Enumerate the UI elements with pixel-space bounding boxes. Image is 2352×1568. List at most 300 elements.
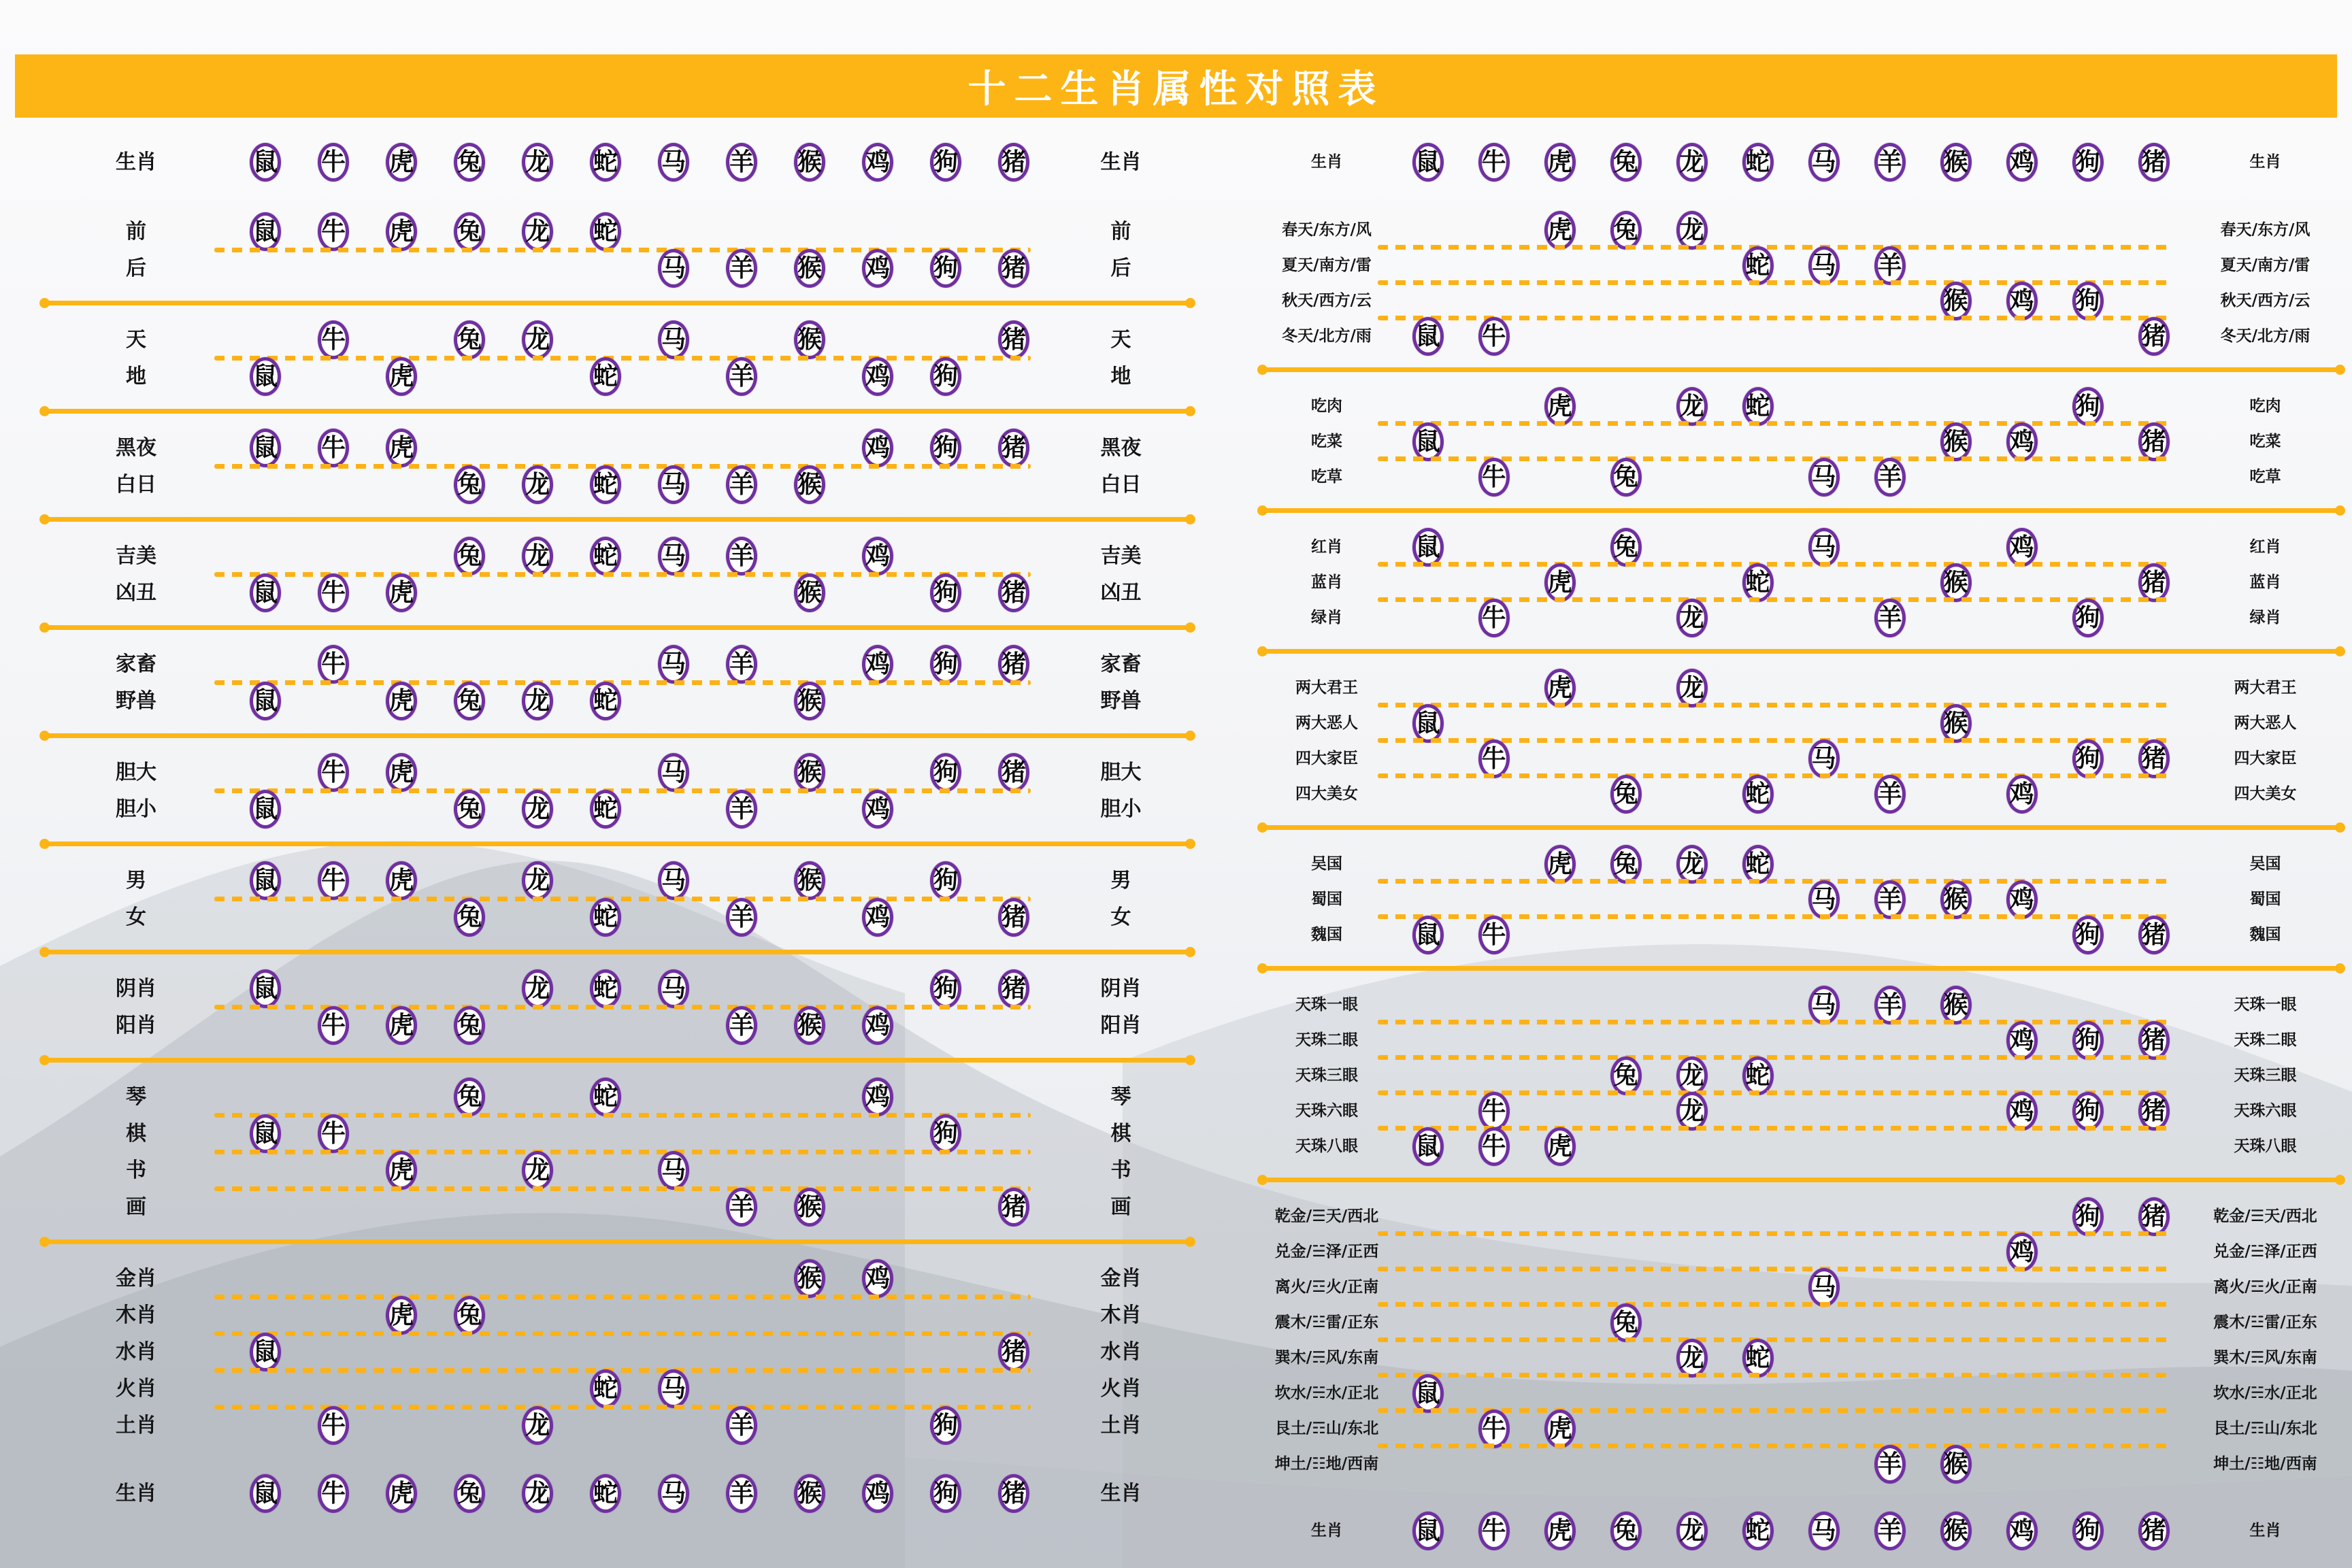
zodiac-icon-monkey: [794, 861, 825, 900]
row-group: [41, 969, 1194, 1043]
zodiac-glyph: 龙: [1679, 1516, 1704, 1545]
zodiac-icon-dragon: [1676, 143, 1708, 182]
zodiac-glyph: 鸡: [2009, 286, 2034, 315]
zodiac-glyph: 龙: [1679, 392, 1704, 420]
zodiac-glyph: 兔: [457, 1011, 482, 1039]
zodiac-row: [1259, 704, 2344, 739]
zodiac-glyph: 狗: [933, 433, 959, 462]
zodiac-icon-monkey: [794, 465, 825, 504]
zodiac-glyph: 蛇: [1745, 850, 1770, 878]
zodiac-cells: [231, 212, 1048, 251]
zodiac-glyph: 马: [661, 866, 686, 895]
row-label: 吃草: [2249, 468, 2281, 486]
zodiac-icon-horse: [658, 969, 689, 1008]
zodiac-icon-rooster: [862, 1259, 893, 1298]
zodiac-glyph: 鼠: [253, 578, 278, 607]
zodiac-glyph: 羊: [729, 650, 755, 678]
zodiac-glyph: 鼠: [253, 866, 278, 895]
zodiac-icon-snake: [1742, 845, 1774, 884]
zodiac-icon-goat: [1874, 880, 1906, 919]
row-label: 书: [1110, 1158, 1131, 1182]
zodiac-icon-goat: [726, 1006, 757, 1045]
row-group: [1259, 1197, 2344, 1480]
zodiac-glyph: 虎: [389, 148, 414, 176]
row-label: 土肖: [116, 1413, 156, 1437]
zodiac-icon-dog: [930, 753, 961, 792]
row-group: [41, 143, 1194, 180]
row-group: [1259, 669, 2344, 810]
group-divider: [41, 409, 1194, 414]
zodiac-glyph: 猴: [1943, 427, 1968, 456]
zodiac-glyph: 鼠: [1415, 709, 1440, 737]
zodiac-icon-monkey: [794, 753, 825, 792]
zodiac-row: [1259, 1092, 2344, 1127]
zodiac-glyph: 兔: [1613, 1308, 1638, 1337]
zodiac-glyph: 蛇: [593, 686, 618, 715]
zodiac-glyph: 蛇: [1745, 251, 1770, 280]
row-label: 坎水/☵水/正北: [2213, 1384, 2317, 1402]
zodiac-icon-goat: [1874, 599, 1906, 637]
zodiac-icon-pig: [998, 898, 1029, 937]
zodiac-cells: [1395, 528, 2187, 567]
zodiac-glyph: 龙: [525, 866, 550, 895]
zodiac-icon-tiger: [386, 861, 417, 900]
zodiac-icon-tiger: [386, 1151, 417, 1190]
zodiac-glyph: 马: [1811, 463, 1836, 491]
zodiac-icon-dragon: [1676, 387, 1708, 426]
zodiac-icon-rabbit: [454, 537, 485, 576]
zodiac-icon-rat: [1412, 704, 1444, 743]
row-label: 野兽: [116, 688, 156, 713]
zodiac-glyph: 鸡: [2009, 1097, 2034, 1125]
zodiac-glyph: 狗: [2075, 148, 2100, 176]
zodiac-icon-ox: [318, 1006, 349, 1045]
zodiac-glyph: 牛: [1481, 1516, 1506, 1545]
zodiac-cells: [1395, 563, 2187, 602]
zodiac-cells: [231, 429, 1048, 467]
row-label: 两大君王: [2234, 679, 2297, 697]
zodiac-icon-dragon: [522, 861, 553, 900]
zodiac-icon-rooster: [2006, 528, 2038, 567]
zodiac-icon-ox: [1478, 1409, 1510, 1448]
row-label: 冬天/北方/雨: [1282, 327, 1372, 345]
zodiac-glyph: 龙: [1679, 148, 1704, 176]
zodiac-glyph: 羊: [1877, 885, 1902, 914]
zodiac-glyph: 牛: [1481, 322, 1506, 350]
zodiac-icon-goat: [1874, 143, 1906, 182]
row-label: 巽木/☴风/东南: [2213, 1349, 2317, 1367]
zodiac-icon-monkey: [794, 682, 825, 720]
zodiac-glyph: 龙: [525, 1411, 550, 1439]
zodiac-glyph: 鼠: [253, 686, 278, 715]
group-divider: [41, 1058, 1194, 1063]
zodiac-glyph: 狗: [2075, 1026, 2100, 1054]
row-group: [1259, 143, 2344, 178]
zodiac-glyph: 牛: [321, 1411, 346, 1439]
zodiac-icon-rabbit: [454, 212, 485, 251]
zodiac-cells: [231, 1296, 1048, 1335]
zodiac-icon-ox: [318, 861, 349, 900]
zodiac-glyph: 猴: [797, 254, 823, 282]
zodiac-icon-monkey: [794, 1259, 825, 1298]
zodiac-glyph: 鼠: [253, 362, 278, 390]
row-group: [1259, 211, 2344, 352]
zodiac-icon-rabbit: [454, 1474, 485, 1513]
row-group: [1259, 387, 2344, 493]
zodiac-icon-horse: [658, 753, 689, 792]
zodiac-glyph: 牛: [321, 650, 346, 678]
zodiac-glyph: 马: [661, 541, 686, 570]
zodiac-glyph: 虎: [1547, 148, 1572, 176]
row-label: 阳肖: [1100, 1013, 1142, 1037]
row-label: 生肖: [1100, 150, 1142, 174]
zodiac-glyph: 马: [661, 650, 686, 678]
zodiac-icon-rabbit: [454, 143, 485, 182]
zodiac-icon-horse: [1808, 143, 1840, 182]
zodiac-icon-rooster: [2006, 1021, 2038, 1060]
zodiac-glyph: 鼠: [1415, 920, 1440, 949]
row-label: 女: [1110, 905, 1131, 929]
zodiac-icon-ox: [318, 1406, 349, 1445]
zodiac-icon-goat: [726, 357, 757, 396]
zodiac-glyph: 兔: [457, 470, 482, 499]
zodiac-cells: [231, 1333, 1048, 1371]
row-label: 四大家臣: [1295, 750, 1358, 767]
zodiac-icon-ox: [318, 212, 349, 251]
zodiac-glyph: 猪: [1001, 1192, 1027, 1221]
group-divider: [41, 841, 1194, 846]
zodiac-glyph: 羊: [1877, 1516, 1902, 1545]
row-label: 坤土/☷地/西南: [2213, 1455, 2317, 1473]
zodiac-row: [41, 1259, 1194, 1296]
zodiac-glyph: 牛: [1481, 1097, 1506, 1125]
zodiac-glyph: 猴: [1943, 990, 1968, 1019]
row-label: 震木/☳雷/正东: [1274, 1314, 1379, 1331]
group-divider: [1259, 649, 2344, 654]
row-label: 胆小: [116, 797, 156, 821]
zodiac-row: [1259, 458, 2344, 493]
zodiac-row: [1259, 1445, 2344, 1480]
zodiac-glyph: 虎: [389, 1479, 414, 1507]
row-label: 四大家臣: [2234, 750, 2297, 767]
zodiac-cells: [1395, 845, 2187, 884]
zodiac-glyph: 蛇: [593, 795, 618, 823]
zodiac-glyph: 牛: [1481, 463, 1506, 491]
row-group: [41, 429, 1194, 502]
zodiac-row: [1259, 246, 2344, 282]
zodiac-glyph: 虎: [389, 578, 414, 607]
zodiac-glyph: 羊: [729, 795, 755, 823]
zodiac-icon-horse: [658, 143, 689, 182]
row-group: [41, 212, 1194, 286]
zodiac-glyph: 狗: [2075, 286, 2100, 315]
row-label: 吴国: [1311, 855, 1342, 873]
zodiac-glyph: 兔: [457, 1301, 482, 1329]
zodiac-glyph: 兔: [1613, 780, 1638, 808]
zodiac-glyph: 马: [661, 148, 686, 176]
zodiac-row: [1259, 211, 2344, 246]
zodiac-icon-rat: [250, 573, 281, 612]
zodiac-icon-tiger: [1544, 211, 1576, 250]
zodiac-row: [41, 753, 1194, 790]
row-label: 阴肖: [116, 976, 156, 1001]
group-divider: [1259, 508, 2344, 513]
zodiac-icon-rooster: [862, 645, 893, 684]
zodiac-icon-ox: [318, 573, 349, 612]
zodiac-icon-rooster: [862, 249, 893, 288]
zodiac-row: [1259, 282, 2344, 317]
zodiac-glyph: 羊: [729, 1192, 755, 1221]
row-group: [41, 861, 1194, 935]
zodiac-row: [1259, 916, 2344, 951]
zodiac-cells: [1395, 704, 2187, 743]
zodiac-icon-ox: [1478, 599, 1510, 637]
zodiac-glyph: 羊: [729, 903, 755, 931]
row-label: 男: [1110, 868, 1131, 893]
zodiac-icon-dragon: [522, 1474, 553, 1513]
zodiac-icon-snake: [590, 1369, 621, 1408]
zodiac-icon-goat: [726, 1406, 757, 1445]
zodiac-row: [41, 320, 1194, 357]
zodiac-row: [1259, 986, 2344, 1021]
row-label: 棋: [126, 1121, 146, 1146]
zodiac-icon-rabbit: [1610, 211, 1642, 250]
zodiac-icon-rat: [250, 429, 281, 467]
page-title: 十二生肖属性对照表: [15, 54, 2337, 118]
zodiac-glyph: 牛: [321, 325, 346, 354]
zodiac-glyph: 兔: [457, 217, 482, 246]
zodiac-icon-snake: [1742, 1512, 1774, 1550]
zodiac-glyph: 兔: [1613, 1516, 1638, 1545]
row-label: 天珠八眼: [2234, 1137, 2297, 1155]
row-group: [41, 753, 1194, 827]
zodiac-cells: [231, 357, 1048, 396]
group-divider: [1259, 1178, 2344, 1182]
zodiac-glyph: 猪: [2141, 322, 2166, 350]
zodiac-glyph: 猴: [797, 470, 823, 499]
zodiac-glyph: 猴: [797, 148, 823, 176]
zodiac-glyph: 狗: [933, 362, 959, 390]
zodiac-icon-horse: [1808, 1512, 1840, 1550]
zodiac-icon-ox: [1478, 317, 1510, 356]
row-label: 吉美: [116, 544, 156, 568]
zodiac-cells: [231, 1078, 1048, 1116]
zodiac-glyph: 兔: [1613, 216, 1638, 244]
zodiac-glyph: 猴: [797, 686, 823, 715]
zodiac-glyph: 狗: [2075, 744, 2100, 773]
zodiac-glyph: 狗: [933, 866, 959, 895]
zodiac-cells: [1395, 1021, 2187, 1060]
row-label: 吃肉: [1311, 397, 1342, 415]
zodiac-icon-rabbit: [1610, 528, 1642, 567]
zodiac-icon-dog: [930, 1406, 961, 1445]
zodiac-cells: [1395, 211, 2187, 250]
zodiac-glyph: 鼠: [1415, 1379, 1440, 1407]
zodiac-cells: [231, 1114, 1048, 1153]
zodiac-glyph: 羊: [1877, 148, 1902, 176]
zodiac-glyph: 龙: [525, 217, 550, 246]
zodiac-icon-pig: [2138, 143, 2170, 182]
zodiac-icon-snake: [590, 143, 621, 182]
zodiac-glyph: 牛: [1481, 920, 1506, 949]
zodiac-icon-pig: [998, 1474, 1029, 1513]
zodiac-icon-horse: [1808, 880, 1840, 919]
zodiac-icon-rabbit: [1610, 1056, 1642, 1095]
zodiac-glyph: 虎: [1547, 1414, 1572, 1443]
group-divider: [41, 1239, 1194, 1244]
zodiac-icon-rooster: [862, 898, 893, 937]
row-label: 震木/☳雷/正东: [2213, 1314, 2317, 1331]
zodiac-icon-rat: [250, 682, 281, 720]
zodiac-glyph: 牛: [321, 1119, 346, 1148]
zodiac-icon-pig: [2138, 422, 2170, 461]
zodiac-icon-horse: [658, 1474, 689, 1513]
zodiac-glyph: 猪: [1001, 1479, 1027, 1507]
zodiac-icon-rat: [1412, 317, 1444, 356]
zodiac-glyph: 蛇: [593, 974, 618, 1003]
row-label: 生肖: [1100, 1481, 1142, 1505]
zodiac-glyph: 牛: [321, 217, 346, 246]
zodiac-glyph: 龙: [1679, 673, 1704, 702]
zodiac-cells: [231, 465, 1048, 504]
zodiac-glyph: 羊: [1877, 990, 1902, 1019]
row-label: 绿肖: [2249, 609, 2281, 627]
row-group: [41, 320, 1194, 394]
row-label: 春天/东方/风: [1282, 221, 1372, 239]
zodiac-icon-ox: [318, 645, 349, 684]
zodiac-glyph: 猴: [1943, 286, 1968, 315]
zodiac-glyph: 羊: [729, 1411, 755, 1439]
zodiac-icon-ox: [1478, 1512, 1510, 1550]
row-label: 凶丑: [1100, 580, 1142, 605]
zodiac-row: [1259, 1268, 2344, 1303]
zodiac-row: [41, 898, 1194, 935]
zodiac-row: [41, 1078, 1194, 1114]
zodiac-glyph: 鸡: [2009, 1026, 2034, 1054]
zodiac-icon-pig: [998, 573, 1029, 612]
zodiac-icon-snake: [1742, 143, 1774, 182]
zodiac-icon-goat: [726, 1188, 757, 1227]
zodiac-glyph: 羊: [1877, 603, 1902, 632]
row-group: [1259, 845, 2344, 951]
zodiac-icon-snake: [590, 1078, 621, 1116]
zodiac-icon-pig: [2138, 563, 2170, 602]
zodiac-icon-tiger: [386, 1006, 417, 1045]
zodiac-glyph: 牛: [321, 148, 346, 176]
row-label: 天珠一眼: [1295, 996, 1358, 1014]
zodiac-glyph: 兔: [457, 795, 482, 823]
zodiac-glyph: 鸡: [2009, 148, 2034, 176]
zodiac-row: [41, 1296, 1194, 1333]
zodiac-glyph: 牛: [1481, 1132, 1506, 1161]
zodiac-row: [1259, 845, 2344, 880]
zodiac-glyph: 鼠: [1415, 1516, 1440, 1545]
zodiac-cells: [1395, 1339, 2187, 1378]
zodiac-icon-tiger: [386, 1474, 417, 1513]
zodiac-icon-dog: [930, 357, 961, 396]
zodiac-icon-pig: [998, 143, 1029, 182]
zodiac-icon-rooster: [2006, 1512, 2038, 1550]
zodiac-icon-tiger: [386, 212, 417, 251]
zodiac-glyph: 狗: [2075, 392, 2100, 420]
row-label: 夏天/南方/雷: [1282, 256, 1372, 274]
zodiac-row: [41, 1474, 1194, 1511]
zodiac-row: [41, 1188, 1194, 1224]
zodiac-icon-dog: [930, 969, 961, 1008]
row-label: 天珠三眼: [2234, 1067, 2297, 1084]
zodiac-cells: [231, 969, 1048, 1008]
zodiac-row: [1259, 1409, 2344, 1445]
zodiac-glyph: 鼠: [1415, 322, 1440, 350]
zodiac-glyph: 蛇: [593, 217, 618, 246]
row-label: 琴: [126, 1084, 146, 1109]
zodiac-glyph: 龙: [1679, 850, 1704, 878]
zodiac-glyph: 鼠: [253, 795, 278, 823]
zodiac-row: [41, 645, 1194, 682]
row-label: 后: [1110, 256, 1131, 280]
zodiac-glyph: 鸡: [2009, 533, 2034, 561]
row-label: 火肖: [116, 1376, 156, 1401]
group-divider: [1259, 367, 2344, 372]
row-label: 四大美女: [1295, 785, 1358, 803]
zodiac-icon-ox: [1478, 916, 1510, 954]
zodiac-icon-rooster: [862, 1006, 893, 1045]
zodiac-icon-rabbit: [454, 320, 485, 359]
row-label: 天: [1110, 327, 1131, 352]
zodiac-glyph: 猴: [797, 1479, 823, 1507]
row-label: 两大君王: [1295, 679, 1358, 697]
zodiac-glyph: 龙: [1679, 1061, 1704, 1090]
zodiac-glyph: 猴: [797, 325, 823, 354]
row-label: 黑夜: [1100, 435, 1142, 460]
zodiac-icon-snake: [590, 537, 621, 576]
zodiac-icon-monkey: [794, 320, 825, 359]
left-panel: [41, 143, 1194, 1511]
zodiac-glyph: 鸡: [865, 362, 891, 390]
row-label: 女: [126, 905, 146, 929]
zodiac-icon-snake: [590, 682, 621, 720]
zodiac-glyph: 蛇: [1745, 392, 1770, 420]
zodiac-icon-ox: [1478, 1127, 1510, 1166]
row-label: 天珠六眼: [2234, 1102, 2297, 1120]
zodiac-glyph: 蛇: [1745, 1344, 1770, 1372]
zodiac-icon-rat: [250, 357, 281, 396]
zodiac-glyph: 马: [661, 325, 686, 354]
zodiac-glyph: 马: [661, 974, 686, 1003]
row-label: 蜀国: [2249, 890, 2281, 908]
zodiac-glyph: 鼠: [253, 217, 278, 246]
zodiac-icon-dog: [2072, 1197, 2104, 1236]
zodiac-glyph: 猪: [2141, 427, 2166, 456]
group-divider: [41, 950, 1194, 954]
zodiac-icon-horse: [658, 861, 689, 900]
zodiac-cells: [1395, 1127, 2187, 1166]
zodiac-glyph: 鸡: [2009, 885, 2034, 914]
zodiac-icon-goat: [726, 898, 757, 937]
row-label: 乾金/☰天/西北: [2213, 1207, 2317, 1225]
zodiac-glyph: 猴: [1943, 709, 1968, 737]
zodiac-glyph: 鸡: [865, 1264, 891, 1292]
zodiac-icon-tiger: [1544, 1409, 1576, 1448]
row-label: 木肖: [116, 1303, 156, 1327]
row-label: 艮土/☶山/东北: [1274, 1420, 1379, 1437]
row-label: 离火/☲火/正南: [2213, 1278, 2317, 1296]
zodiac-glyph: 龙: [525, 470, 550, 499]
zodiac-row: [41, 1369, 1194, 1406]
row-group: [1259, 528, 2344, 634]
row-label: 阴肖: [1100, 976, 1142, 1001]
zodiac-glyph: 蛇: [593, 148, 618, 176]
